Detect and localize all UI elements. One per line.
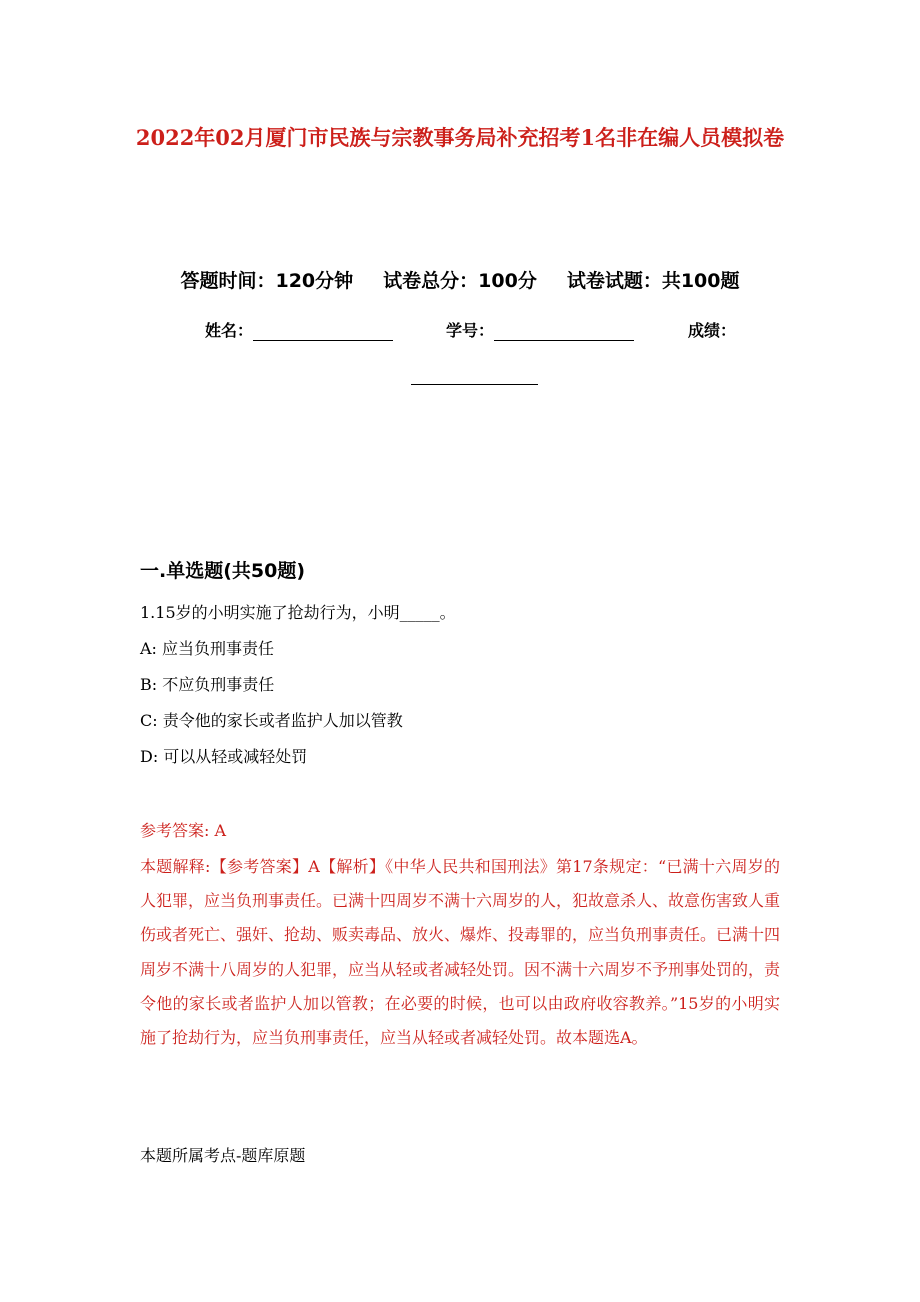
section-heading: 一.单选题(共50题)	[140, 560, 306, 582]
exam-question-count: 试卷试题：共100题	[566, 270, 740, 292]
name-blank[interactable]	[253, 322, 393, 341]
option-b: B: 不应负刑事责任	[140, 675, 275, 694]
reference-answer: 参考答案: A	[140, 821, 227, 840]
exam-total-score: 试卷总分：100分	[383, 270, 537, 292]
exam-meta	[0, 266, 920, 293]
student-id-field	[446, 318, 634, 341]
answer-explanation: 本题解释:【参考答案】A【解析】《中华人民共和国刑法》第17条规定：“已满十六周岁的人犯罪，应当负刑事责任。已满十四周岁不满十六周岁的人，犯故意杀人、故意伤害致人重伤或者死亡、强奸、抢劫、贩卖毒品、放火、爆炸、投毒罪的，应当负刑事责任。已满十四周岁不满十八周岁的人犯罪，应当从轻或者减轻处罚。因不满十六周岁不予刑事处罚的，责令他的家长或者监护人加以管教；在必要的时候，也可以由政府收容教养。”15岁的小明实施了抢劫行为，应当负刑事责任，应当从轻或者减轻处罚。故本题选A。	[140, 857, 781, 1048]
knowledge-point: 本题所属考点-题库原题	[140, 1146, 306, 1165]
grade-label: 成绩：	[688, 321, 737, 340]
name-label: 姓名：	[205, 321, 254, 340]
grade-blank[interactable]	[411, 384, 538, 385]
question-stem: 1.15岁的小明实施了抢劫行为，小明_____。	[140, 603, 456, 622]
grade-field	[688, 318, 736, 341]
option-c: C: 责令他的家长或者监护人加以管教	[140, 711, 403, 730]
option-d: D: 可以从轻或减轻处罚	[140, 747, 308, 766]
name-field	[205, 318, 393, 341]
exam-time: 答题时间：120分钟	[180, 270, 354, 292]
document-title: 2022年02月厦门市民族与宗教事务局补充招考1名非在编人员模拟卷	[135, 125, 785, 150]
student-id-blank[interactable]	[494, 322, 634, 341]
student-id-label: 学号：	[446, 321, 495, 340]
option-a: A: 应当负刑事责任	[140, 639, 275, 658]
